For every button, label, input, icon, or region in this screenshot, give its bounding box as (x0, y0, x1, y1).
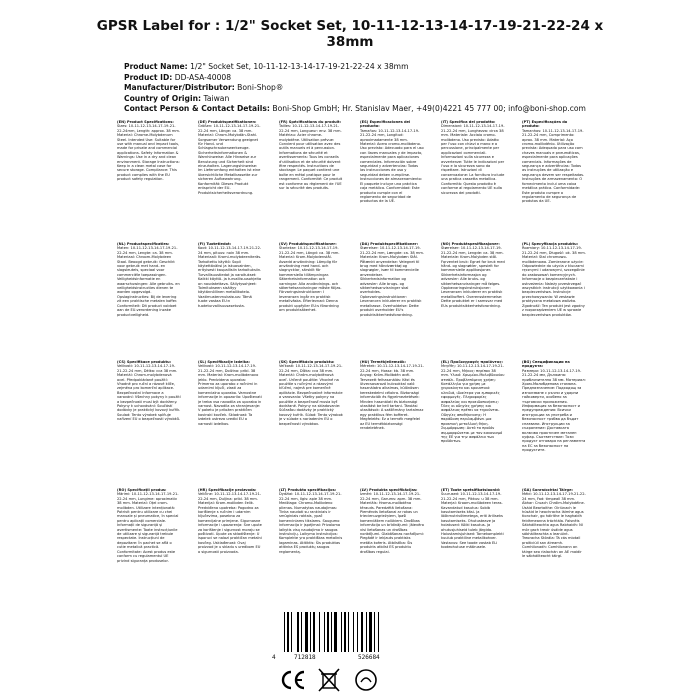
spec-heading: (IT) Specifica del prodotto: (441, 120, 496, 124)
spec-cell (198, 242, 262, 354)
spec-heading: (FI) Tuotetiedot: (198, 242, 232, 246)
spec-cell (441, 120, 505, 236)
spec-heading: (PL) Specyfikacja produktu: (522, 242, 579, 246)
no-waste-bin-icon (318, 668, 340, 692)
disposal-icon (354, 668, 378, 692)
meta-label: Contact Person & Contact Details: (124, 104, 270, 114)
spec-body: Размери: 10-11-12-13-14-17-19-21-22-24 мм, Дължина: приблизително 38 мм. Материал: Хром-Молибденова стомана. Предназначение: Подходящ за използване с ръчни и ударни гайковерти, особено за търговски приложения. Информация за безопасност и предупреждения: Всички инструкции за употреба и безопасност трябва да бъдат спазвани. Инструкции за съхранение: Доставката включва практичен метален куфар. Съответствие: Този продукт отговаря на регламента на ЕС за безопасност на продуктите. (522, 368, 586, 453)
spec-heading: (RO) Specificații produs: (117, 488, 167, 492)
spec-cell (360, 242, 424, 354)
spec-cell (279, 120, 343, 236)
barcode-left-digits: 712818 (294, 654, 316, 661)
spec-cell (522, 488, 586, 604)
meta-label: Manufacturer/Distributor: (124, 83, 235, 93)
barcode-bar (305, 612, 308, 652)
spec-body: Größen: 10-11-12-13-14-17-19-21-22-24 mm, Länge: ca. 38 mm. Material: Chrom-Molybdän-Stahl. Sorgsamer Verwendung geeignet für Hand- und Schlagschraubenwerkzeuge. Sicherheitsinformationen & Warnhinweise: Alle Hinweise zur Benutzung und Sicherheit sind einzuhalten. Lagerungshinweise: Im Lieferumfang enthalten ist eine übersichtliche Metallkassette zur sicheren Aufbewahrung. Konformität: Dieses Produkt entspricht der EU-Produktsicherheitsverordnung. (198, 124, 261, 195)
spec-body: Méretek: 10-11-12-13-14-17-19-21-22-24 mm, Hossz: kb. 38 mm. Anyag: Króm-Molibdén acél. Tervezett felhasználás: Kézi és ütvecsavarozó kulcsokkal való használatra alkalmas, különösen kereskedelmi célokra. Biztonsági információk és figyelmeztetések: Minden használati és biztonsági utasítást be kell tartani. Tárolási utasítások: A szállítmány tartalmaz egy praktikus fém kofferet. Megfelelés: Ez a termék megfelel az EU termékbiztonsági rendeletének. (360, 364, 424, 431)
barcode-bar (327, 612, 329, 652)
spec-body: Velikosti: 10-11-12-13-14-17-19-21-22-24 mm, Dolžina: pribl. 38 mm. Material: Krom-molibdenovo jeklo. Predvidena uporaba: Primerno za uporabo z ročnimi in udarnimi ključi, zlasti za komercialno uporabo. Varnostne informacije in opozorila: Upoštevati je treba vsa navodila za uporabo in varnost. Navodila za shranjevanje: V paketu je priložen praktičen kovinski kovček. Skladnost: Ta izdelek ustreza uredbi EU o varnosti izdelkov. (198, 364, 262, 426)
barcode (270, 612, 430, 666)
meta-label: Country of Origin: (124, 93, 202, 103)
spec-body: Veľkosti: 10-11-12-13-14-17-19-21-22-24 mm, Dĺžka: cca 38 mm. Materiál: Chróm-molybdénová oceľ. Určené použitie: Vhodné na použitie s ručnými a rázovými kľúčmi, najmä pre komerčné aplikácie. Bezpečnostné informácie a varovania: Všetky pokyny na použitie a bezpečnosť musia byť dodržané. Pokyny na skladovanie: Súčasťou dodávky je praktický kovový kufrík. Súlad: Tento výrobok je v súlade s nariadením EÚ o bezpečnosti výrobkov. (279, 364, 343, 426)
spec-cell (279, 360, 343, 482)
barcode-bar (284, 612, 285, 652)
compliance-symbols (270, 668, 390, 692)
spec-cell (117, 242, 181, 354)
barcode-bars (284, 612, 414, 652)
meta-label: Product Name: (124, 62, 188, 71)
barcode-bar (374, 612, 375, 652)
spec-cell (441, 360, 505, 482)
barcode-bar (348, 612, 349, 652)
spec-heading: (FR) Spécifications du produit: (279, 120, 342, 124)
spec-body: Veličine: 10-11-12-13-14-17-19-21-22-24 mm, Duljina: pribl. 38 mm. Materijal: Krom-molibden čelik. Predviđena upotreba: Pogodno za korištenje s ručnim i udarnim ključevima, posebno za komercijalne primjene. Sigurnosne informacije i upozorenja: Sve upute za korištenje i sigurnost moraju se poštivati. Upute za skladištenje: U isporuci se nalazi praktičan metalni kovčeg. Usklađenost: Ovaj proizvod je u skladu s uredbom EU o sigurnosti proizvoda. (198, 492, 262, 554)
spec-heading: (BG) Спецификации на продукта: (522, 360, 570, 369)
spec-heading: (LT) Produkto specifikacijos: (279, 488, 337, 492)
spec-heading: (ES) Especificaciones del producto: (360, 120, 411, 129)
label-title-line-2: 38mm (326, 34, 374, 50)
spec-cell (198, 120, 262, 236)
meta-manufacturer (124, 83, 684, 94)
spec-cell (117, 360, 181, 482)
spec-heading: (ET) Toote spetsifikatsioonid: (441, 488, 501, 492)
spec-body: Méid: 10-11-12-13-14-17-19-21-22-24 mm, Fad: timpeall 38 mm. Ábhar: Cruach Chróim-Molybdéine. Úsáid Beartaithe: Oiriúnach le húsáid le heochracha láimhe agus tionchair, go háirithe le haghaidh feidhmeanna tráchtála. Faisnéis Sábháilteachta agus Rabhaidh: Ní mór gach treoir úsáide agus sábháilteachta a leanúint. Treoracha Stórála: Tá cás miotail praiticiúil san áireamh. Comhlíonadh: Comhlíonann an táirge seo rialachán an AE maidir le sábháilteacht táirgí. (522, 492, 586, 559)
spec-heading: (HR) Specifikacije proizvoda: (198, 488, 257, 492)
spec-cell (522, 360, 586, 482)
barcode-bar (331, 612, 332, 652)
spec-heading: (SV) Produktspecifikationer: (279, 242, 337, 246)
barcode-bar (357, 612, 358, 652)
spec-heading: (EN) Product Specifications: (117, 120, 174, 124)
spec-cell (198, 488, 262, 604)
barcode-right-digits: 526684 (358, 654, 380, 661)
spec-cell (279, 488, 343, 604)
spec-body: Storlekar: 10-11-12-13-14-17-19-21-22-24 mm, Längd: ca. 38 mm. Material: Krom-Molybdenstål. Avsedd användning: Lämplig för användning med hand- och slagnycklar, särskilt för kommersiella tillämpningar. Säkerhetsinformation och varningar: Alla användnings- och säkerhetsanvisningar måste följas. Förvaringsinstruktioner: I leveransen ingår en praktisk metallväska. Efterlevnad: Denna produkt uppfyller EU:s förordning om produktsäkerhet. (279, 246, 342, 313)
spec-cell (360, 360, 424, 482)
spec-cell (360, 488, 424, 604)
barcode-bar (297, 612, 299, 652)
meta-contact (124, 104, 684, 115)
spec-body: Rozmiary: 10-11-12-13-14-17-19-21-22-24 mm, Długość: ok. 38 mm. Materiał: Stal chromowo-molibdenowa. Zamierzone użycie: Odpowiednie do użycia z kluczami ręcznymi i udarowymi, szczególnie do zastosowań komercyjnych. Informacje o bezpieczeństwie i ostrzeżenia: Należy przestrzegać wszystkich instrukcji użytkowania i bezpieczeństwa. Instrukcje przechowywania: W zestawie praktyczna metalowa walizka. Zgodność: Ten produkt jest zgodny z rozporządzeniem UE w sprawie bezpieczeństwa produktów. (522, 246, 586, 317)
spec-heading: (SK) Špecifikácia produktu: (279, 360, 335, 364)
spec-cell (522, 120, 586, 236)
barcode-bar (344, 612, 346, 652)
barcode-bar (291, 612, 292, 652)
spec-body: Suurused: 10-11-12-13-14-17-19-21-22-24 mm, Pikkus: u 38 mm. Materjal: Kroom-molübdeen teras. Kavandatud kasutus: Sobib kasutamiseks käsi- ja löökmutrivõtmetega, eriti äriliseks kasutamiseks. Ohutusteave ja hoiatused: Kõiki kasutus- ja ohutusjuhiseid tuleb järgida. Hoiustamisjuhised: Tarnekomplekti kuulub praktiline metallkohver. Vastavus: See toode vastab ELi tooteohutuse määrusele. (441, 492, 504, 550)
barcode-lead-digit: 4 (272, 654, 276, 661)
meta-product-name (124, 62, 684, 73)
meta-value: DD-ASA-40008 (174, 72, 232, 82)
meta-value: Boni-Shop GmbH; Hr. Stanislav Maer, +49(0)4221 45 777 00; info@boni-shop.com (272, 104, 586, 114)
spec-body: Størrelser: 10-11-12-13-14-17-19-21-22-24 mm, Lengde: ca. 38 mm. Materiale: Krom-Molybden stål. Forventet bruk: Egnet for bruk med hånd- og slagnøkler, spesielt for kommersielle applikasjoner. Sikkerhetsinformasjon og advarsler: Alle bruks- og sikkerhetsanvisninger må følges. Oppbevaringsinstruksjoner: Leveransen inkluderer en praktisk metallkoffert. Overensstemmelse: Dette produktet er i samsvar med EUs produktsikkerhetsforordning. (441, 246, 505, 308)
meta-label: Product ID: (124, 72, 173, 82)
meta-value: Boni-Shop® (237, 83, 284, 93)
product-meta (124, 62, 684, 115)
meta-country (124, 94, 684, 105)
barcode-bar (301, 612, 302, 652)
spec-cell (360, 120, 424, 236)
spec-body: Maten: 10-11-12-13-14-17-19-21-22-24 mm, Lengte: ca. 38 mm. Materiaal: Chroom-Molybdeen Staal. Beoogd gebruik: Geschikt voor gebruik met hand- en slagsleutels, speciaal voor commerciële toepassingen. Veiligheidsinformatie en waarschuwingen: Alle gebruiks- en veiligheidsinstructies dienen te worden opgevolgd. Opslaginstructies: Bij de levering zit een praktische metalen koffer. Conformiteit: Dit product voldoet aan de EU-verordening inzake productveiligheid. (117, 246, 180, 317)
meta-value: Taiwan (203, 93, 230, 103)
spec-body: Størrelser: 10-11-12-13-14-17-19-21-22-24 mm, Længde: ca. 38 mm. Materiale: Krom-Molybdæn Stål. Påtænkt anvendelse: Velegnet til brug med håndværktøj og slagnøgler, især til kommercielle anvendelser. Sikkerhedsinformation og advarsler: Alle brugs- og sikkerhedsanvisninger skal overholdes. Opbevaringsinstruktioner: Leverancen inkluderer en praktisk metalkasse. Overholdelse: Dette produkt overholder EU's produktsikkerhedsforordning. (360, 246, 424, 317)
spec-heading: (DE) Produktspezifikationen: (198, 120, 257, 124)
meta-product-id (124, 73, 684, 84)
spec-cell (117, 488, 181, 604)
spec-cell (522, 242, 586, 354)
spec-heading: (EL) Προδιαγραφές προϊόντος: (441, 360, 503, 364)
ce-mark-icon (280, 668, 306, 692)
spec-heading: (PT) Especificações do produto: (522, 120, 568, 129)
spec-heading: (DA) Produktspecifikationer: (360, 242, 419, 246)
barcode-bar (366, 612, 367, 652)
meta-value: 1/2" Socket Set, 10-11-12-13-14-17-19-21-22-24 x 38mm (190, 62, 409, 71)
barcode-bar (369, 612, 372, 652)
spec-body: Dydžiai: 10-11-12-13-14-17-19-21-22-24 mm, Ilgis: apie 38 mm. Medžiaga: Chromo-Molibdeno plienas. Numatytas naudojimas: Tinka naudoti su rankiniais ir smūginiais raktais, ypač komerciniams tikslams. Saugumo informacija ir įspėjimai: Privaloma laikytis visų naudojimo ir saugos instrukcijų. Laikymo instrukcijos: Komplekte yra praktiškas metalinis lagaminas. Atitiktis: Šis produktas atitinka ES produktų saugos reglamentą. (279, 492, 343, 554)
spec-heading: (LV) Produkta specifikācijas: (360, 488, 418, 492)
spec-heading: (CS) Specifikace produktu: (117, 360, 172, 364)
barcode-bar (334, 612, 337, 652)
barcode-bar (361, 612, 363, 652)
spec-cell (117, 120, 181, 236)
spec-cell (279, 242, 343, 354)
spec-body: Sizes: 10-11-12-13-14-17-19-21-22-24mm, Length: approx. 38 mm. Material: Chrome-Molybdenum Steel. Intended Use: Suitable for use with manual and impact tools, made for private and commercial applications. Safety Information & Warnings: Use in a dry and clean environment. Storage Instructions: Keep in a clean metal case for secure storage. Compliance: This product complies with the EU product safety regulation. (117, 124, 180, 182)
barcode-bar (341, 612, 342, 652)
barcode-bar (313, 612, 315, 652)
spec-heading: (NL) Productspecificaties: (117, 242, 170, 246)
barcode-bar (378, 612, 379, 652)
spec-heading: (NO) Produktspesifikasjoner: (441, 242, 500, 246)
spec-cell (441, 242, 505, 354)
spec-body: Koot: 10-11-12-13-14-17-19-21-22-24 mm, pituus: noin 38 mm. Materiaali: Kromi-molybdeeniteräs. Tarkoitettu käyttö: Sopii käytettäväksi ja iskuavainten, erityisesti kaupallisiin tarkoituksiin. Turvallisuustiedot ja varoitukset: Kaikki käyttö- ja turvallisuusohjeita on noudatettava. Säilytysohjeet: Toimitukseen sisältyy käytännöllinen metallikotelo. Vaatimustenmukaisuus: Tämä tuote vastaa EU:n tuoteturvallisuusasetusta. (198, 246, 262, 308)
spec-heading: (GA) Sonraíochtaí Táirge: (522, 488, 573, 492)
spec-body: Μεγέθη: 10-11-12-13-14-17-19-21-22-24 mm, Μήκος: περίπου 38 mm. Υλικό: Χρωμίου-Μολυβδαινίου ατσάλι. Προβλεπόμενη χρήση: Κατάλληλο για χρήση με χειροκίνητα και κρουστικά κλειδιά, ιδιαίτερα για εμπορικές εφαρμογές. Πληροφορίες ασφαλείας και προειδοποιήσεις: Όλες οι οδηγίες χρήσης και ασφάλειας πρέπει να τηρούνται. Οδηγίες αποθήκευσης: Η παράδοση περιλαμβάνει μια πρακτική μεταλλική θήκη. Συμμόρφωση: Αυτό το προϊόν συμμορφώνεται με τον κανονισμό της ΕΕ για την ασφάλεια των προϊόντων. (441, 364, 505, 444)
barcode-bar (353, 612, 354, 652)
spec-cell (198, 360, 262, 482)
spec-body: Tailles: 10-11-12-13-14-17-19-21-22-24 mm, Longueur: env. 38 mm. Matériau: Acier chrome-molybdène. Utilisation prévue: Convient pour utilisation avec des outils manuels et à percussion. Informations de sécurité et avertissements: Tous les conseils d'utilisation et de sécurité doivent être respectés. Instructions de stockage: Le paquet contient une boîte en métal pratique pour le rangement. Conformité: Ce produit est conforme au règlement de l'UE sur la sécurité des produits. (279, 124, 343, 191)
spec-cell (441, 488, 505, 604)
spec-heading: (SL) Specifikacije izdelka: (198, 360, 250, 364)
spec-body: Mărimi: 10-11-12-13-14-17-19-21-22-24 mm, Lungime: aproximativ 38 mm. Material: Oțel crom-molibden. Utilizare intenționată: Potrivit pentru utilizare cu chei manuale și pneumatice, în special pentru aplicații comerciale. Informații de siguranță și avertismente: Toate instrucțiunile de utilizare și siguranță trebuie respectate. Instrucțiuni de depozitare: În pachet se află o cutie metalică practică. Conformitate: Acest produs este conform cu regulamentul UE privind siguranța produselor. (117, 492, 179, 563)
barcode-bar (287, 612, 289, 652)
spec-body: Izmēri: 10-11-12-13-14-17-19-21-22-24 mm, Garums: apm. 38 mm. Materiāls: Hroma-molibdēna tērauds. Paredzētā lietošana: Piemērots lietošanai ar rokas un triecienuzgriežņiem, īpaši komerciāliem nolūkiem. Drošības informācija un brīdinājumi: Jāievēro visi lietošanas un drošības norādījumi. Glabāšanas norādījumi: Piegādē ir iekļauts praktisks metāla koferis. Atbilstība: Šis produkts atbilst ES produktu drošības regulai. (360, 492, 424, 554)
barcode-bar (324, 612, 325, 652)
barcode-bar (319, 612, 320, 652)
spec-body: Tamaños: 10-11-12-13-14-17-19-21-22-24 mm, Longitud: aproximadamente 38 mm. Material: Acero cromo-molibdeno. Uso previsto: Adecuado para el uso con llaves manuales y de impacto, especialmente para aplicaciones comerciales. Información sobre seguridad y advertencias: Todas las instrucciones de uso y seguridad deben cumplirse. Instrucciones de almacenamiento: El paquete incluye una práctica caja metálica. Conformidad: Este producto cumple con el reglamento de seguridad de productos de la UE. (360, 128, 424, 204)
spec-body: Velikosti: 10-11-12-13-14-17-19-21-22-24 mm, Délka: cca 38 mm. Materiál: Chrom-molybdenová ocel. Předpokládané použití: Vhodné pro ruční a rázové klíče, zejména pro komerční aplikace. Bezpečnostní informace a varování: Všechny pokyny k použití a bezpečnosti musí být dodrženy. Pokyny k uchovávání: Součástí dodávky je praktický kovový kufřík. Soulad: Tento výrobek splňuje nařízení EU o bezpečnosti výrobků. (117, 364, 181, 422)
spec-heading: (HU) Termékjellemzők: (360, 360, 406, 364)
label-title (0, 18, 700, 50)
spec-body: Tamanhos: 10-11-12-13-14-17-19-21-22-24 mm, Comprimento: aprox. 38 mm. Material: Aço cromo-molibdénio. Utilização prevista: Adequado para uso com chaves manuais e pneumáticas, especialmente para aplicações comerciais. Informações de segurança e advertências: Todas as instruções de utilização e segurança devem ser respeitadas. Instruções de armazenamento: O fornecimento inclui uma caixa metálica prática. Conformidade: Este produto cumpre o regulamento de segurança de produtos da UE. (522, 128, 585, 204)
label-title-line-1: GPSR Label for : 1/2" Socket Set, 10-11-12-13-14-17-19-21-22-24 x (96, 18, 604, 34)
spec-body: Dimensioni: 10-11-12-13-14-17-19-21-22-24 mm, Lunghezza: circa 38 mm. Materiale: Acciaio cromo-molibdeno. Uso previsto: Adatto per l'uso con chiavi a mano e a percussione, principalmente per applicazioni commerciali. Informazioni sulla sicurezza e avvertenze: Tutte le indicazioni per l'uso e la sicurezza sono da rispettare. Istruzioni di conservazione: La fornitura include una pratica cassetta metallica. Conformità: Questo prodotto è conforme al regolamento UE sulla sicurezza dei prodotti. (441, 124, 505, 195)
barcode-bar (310, 612, 311, 652)
